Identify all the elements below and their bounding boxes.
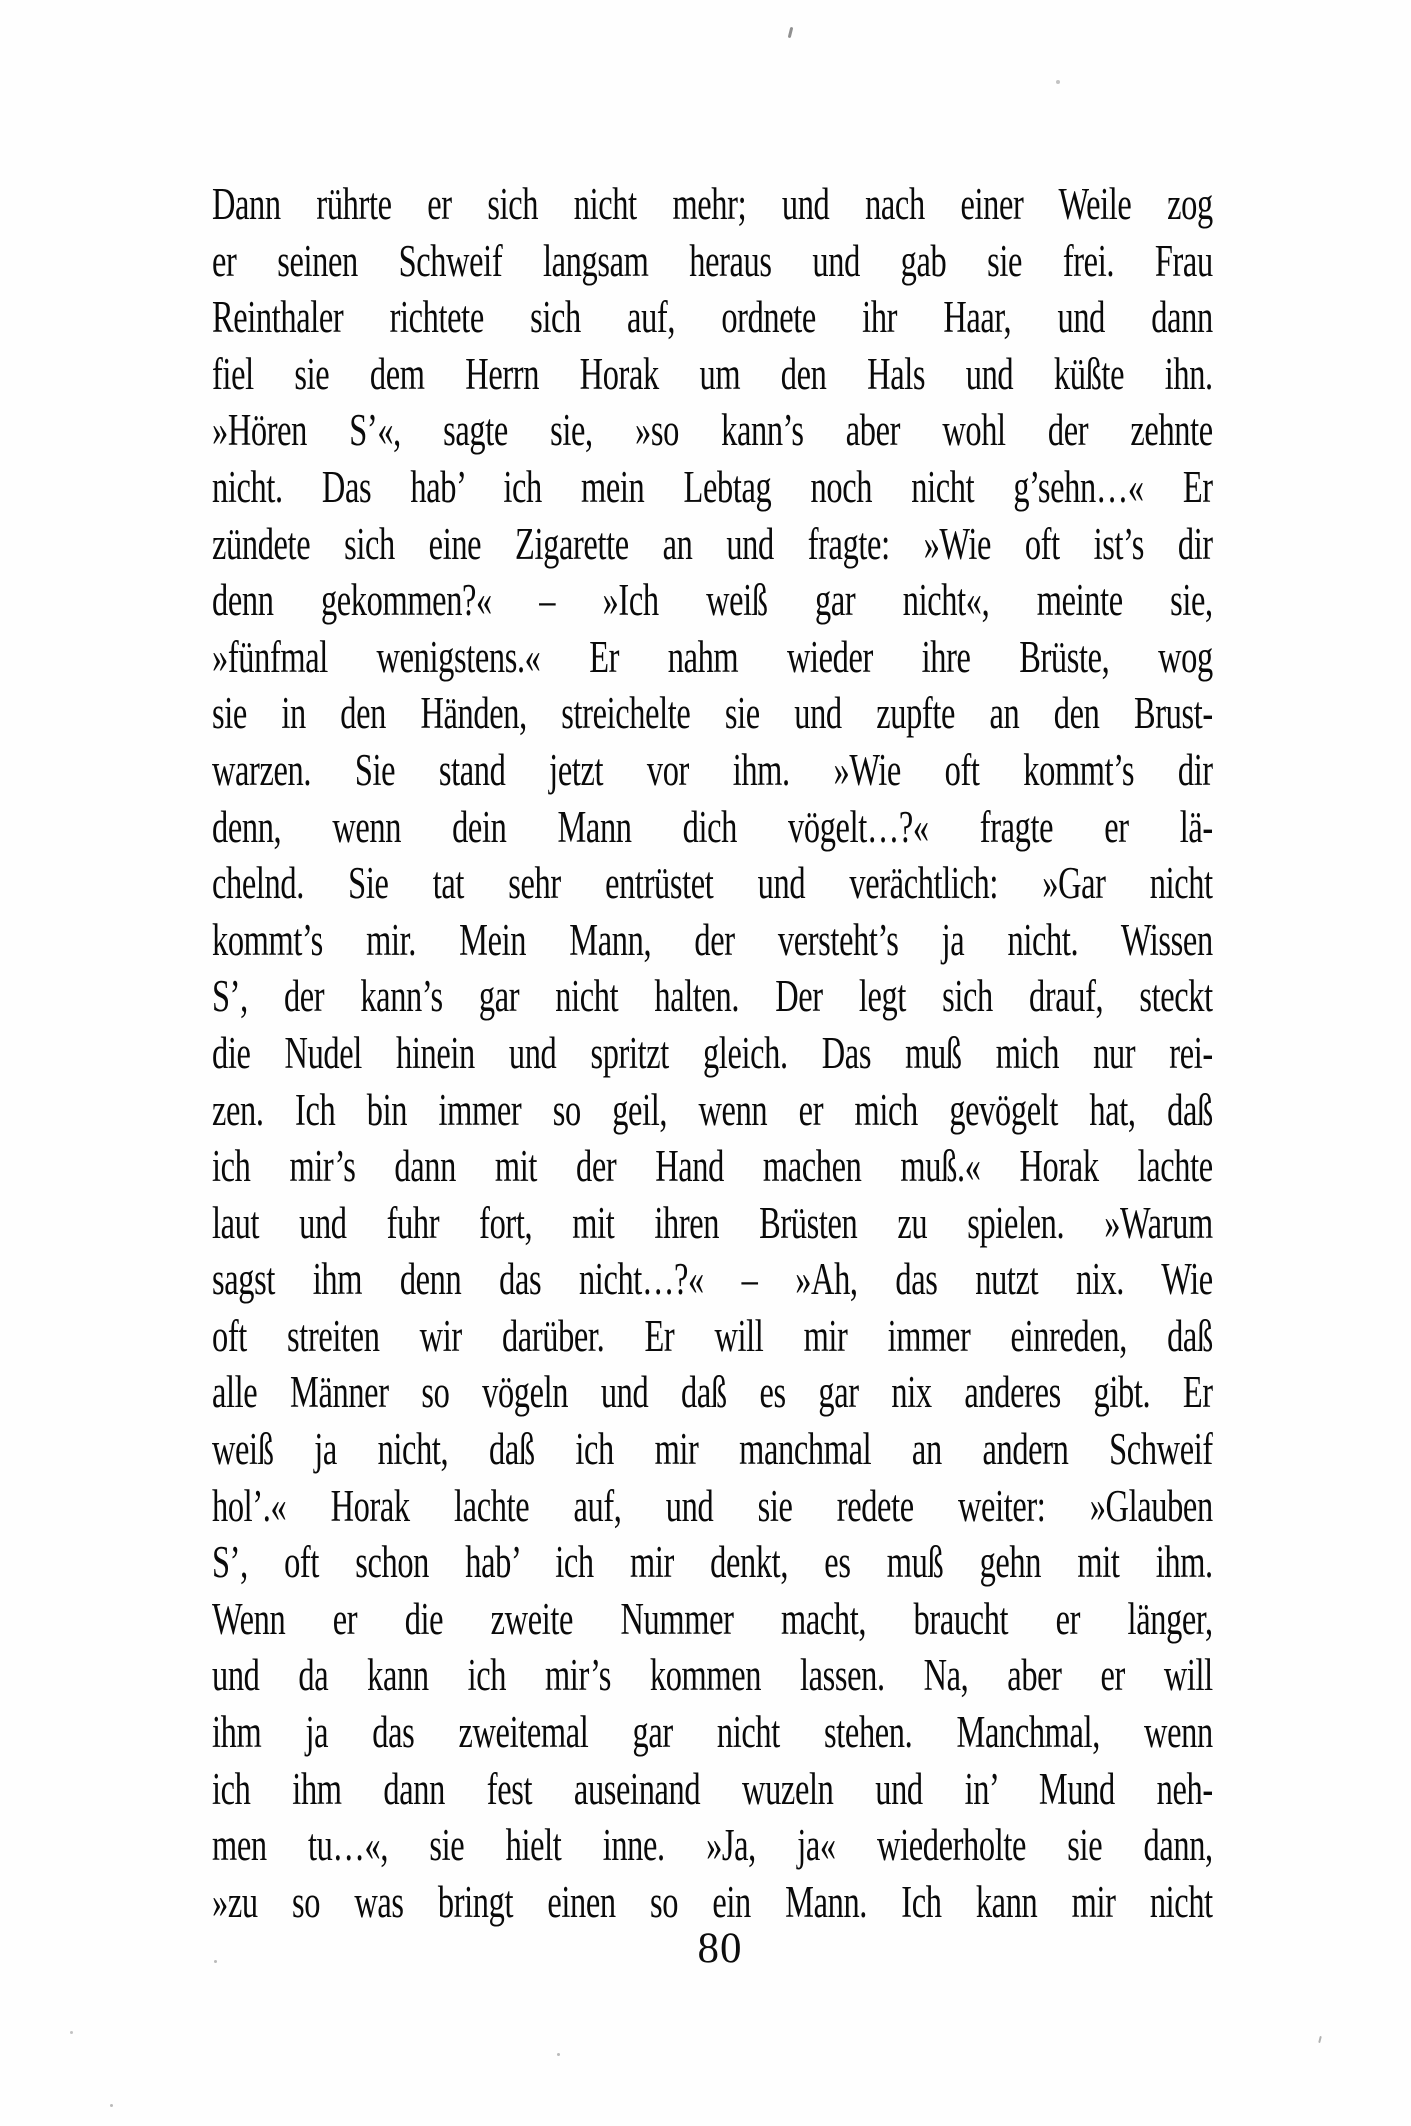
text-line: und da kann ich mir’s kommen lassen. Na, aber er will — [212, 1650, 1213, 1701]
text-line: hol’.« Horak lachte auf, und sie redete weiter: »Glauben — [212, 1480, 1213, 1531]
text-line: laut und fuhr fort, mit ihren Brüsten zu spielen. »Warum — [212, 1197, 1213, 1248]
text-line: fiel sie dem Herrn Horak um den Hals und küßte ihn. — [212, 348, 1213, 399]
text-line: weiß ja nicht, daß ich mir manchmal an andern Schweif — [212, 1424, 1213, 1475]
text-line: ich mir’s dann mit der Hand machen muß.« Horak lachte — [212, 1141, 1213, 1192]
scan-speck — [788, 27, 794, 38]
text-line: zündete sich eine Zigarette an und fragte: »Wie oft ist’s dir — [212, 518, 1213, 569]
text-line: »zu so was bringt einen so ein Mann. Ich kann mir nicht — [212, 1876, 1213, 1927]
text-line: S’, der kann’s gar nicht halten. Der legt sich drauf, steckt — [212, 971, 1213, 1022]
text-line: »Hören S’«, sagte sie, »so kann’s aber wohl der zehnte — [212, 405, 1213, 456]
scan-speck — [110, 2104, 113, 2107]
text-line: ich ihm dann fest auseinand wuzeln und in’ Mund neh- — [212, 1763, 1213, 1814]
scan-speck — [1056, 80, 1060, 84]
text-line: zen. Ich bin immer so geil, wenn er mich gevögelt hat, daß — [212, 1084, 1213, 1135]
text-line: denn gekommen?« – »Ich weiß gar nicht«, meinte sie, — [212, 575, 1213, 626]
text-line: denn, wenn dein Mann dich vögelt…?« fragte er lä- — [212, 801, 1213, 852]
text-line: sie in den Händen, streichelte sie und zupfte an den Brust- — [212, 688, 1213, 739]
scan-speck — [557, 2053, 560, 2056]
scan-speck — [70, 2031, 73, 2034]
text-line: kommt’s mir. Mein Mann, der versteht’s ja nicht. Wissen — [212, 914, 1213, 965]
text-line: die Nudel hinein und spritzt gleich. Das muß mich nur rei- — [212, 1027, 1213, 1078]
text-line: Wenn er die zweite Nummer macht, braucht er länger, — [212, 1593, 1213, 1644]
text-line: warzen. Sie stand jetzt vor ihm. »Wie oft kommt’s dir — [212, 744, 1213, 795]
text-line: alle Männer so vögeln und daß es gar nix anderes gibt. Er — [212, 1367, 1213, 1418]
text-line: ihm ja das zweitemal gar nicht stehen. Manchmal, wenn — [212, 1707, 1213, 1758]
text-line: er seinen Schweif langsam heraus und gab sie frei. Frau — [212, 235, 1213, 286]
text-line: S’, oft schon hab’ ich mir denkt, es muß gehn mit ihm. — [212, 1537, 1213, 1588]
text-line: men tu…«, sie hielt inne. »Ja, ja« wiederholte sie dann, — [212, 1820, 1213, 1871]
text-line: oft streiten wir darüber. Er will mir immer einreden, daß — [212, 1310, 1213, 1361]
page-text — [212, 176, 1213, 1930]
text-line: »fünfmal wenigstens.« Er nahm wieder ihre Brüste, wog — [212, 631, 1213, 682]
scan-speck — [1318, 2036, 1322, 2043]
text-line: nicht. Das hab’ ich mein Lebtag noch nicht g’sehn…« Er — [212, 461, 1213, 512]
page-number: 80 — [697, 1925, 743, 1972]
text-line: chelnd. Sie tat sehr entrüstet und verächtlich: »Gar nicht — [212, 858, 1213, 909]
text-line: sagst ihm denn das nicht…?« – »Ah, das nutzt nix. Wie — [212, 1254, 1213, 1305]
text-line: Reinthaler richtete sich auf, ordnete ihr Haar, und dann — [212, 292, 1213, 343]
scan-speck — [214, 1960, 217, 1963]
text-line: Dann rührte er sich nicht mehr; und nach einer Weile zog — [212, 179, 1213, 229]
